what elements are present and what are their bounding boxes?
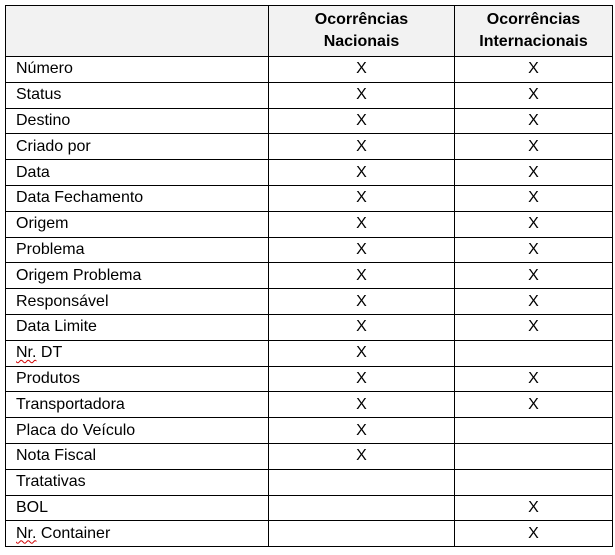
internacional-mark xyxy=(455,340,613,366)
internacional-mark: X xyxy=(455,237,613,263)
internacional-mark: X xyxy=(455,160,613,186)
field-label: Data xyxy=(6,160,269,186)
nacional-mark: X xyxy=(269,340,455,366)
field-label: BOL xyxy=(6,495,269,521)
nacional-mark: X xyxy=(269,366,455,392)
field-label-prefix: Nr. xyxy=(16,524,37,542)
internacional-mark: X xyxy=(455,57,613,83)
internacional-mark: X xyxy=(455,185,613,211)
field-label-rest: DT xyxy=(36,344,63,362)
header-nacionais-line1: Ocorrências xyxy=(314,11,409,28)
table-row xyxy=(6,289,613,315)
table-row xyxy=(6,185,613,211)
nacional-mark: X xyxy=(269,443,455,469)
table-row xyxy=(6,366,613,392)
header-nacionais-line2: Nacionais xyxy=(323,33,400,50)
field-label: Problema xyxy=(6,237,269,263)
internacional-mark: X xyxy=(455,521,613,547)
field-label: Criado por xyxy=(6,134,269,160)
internacional-mark: X xyxy=(455,289,613,315)
internacional-mark xyxy=(455,469,613,495)
field-label: Nota Fiscal xyxy=(6,443,269,469)
header-internacionais-line2: Internacionais xyxy=(479,33,588,50)
table-row xyxy=(6,340,613,366)
nacional-mark: X xyxy=(269,211,455,237)
internacional-mark: X xyxy=(455,263,613,289)
table-row xyxy=(6,82,613,108)
header-internacionais-line1: Ocorrências xyxy=(486,11,581,28)
internacional-mark: X xyxy=(455,366,613,392)
field-label: Destino xyxy=(6,108,269,134)
field-label: Tratativas xyxy=(6,469,269,495)
internacional-mark: X xyxy=(455,392,613,418)
table-row xyxy=(6,469,613,495)
nacional-mark: X xyxy=(269,263,455,289)
nacional-mark: X xyxy=(269,237,455,263)
field-label: Status xyxy=(6,82,269,108)
field-label: Origem Problema xyxy=(6,263,269,289)
table-row xyxy=(6,134,613,160)
table-row xyxy=(6,57,613,83)
fields-comparison-table xyxy=(5,5,613,547)
table-row xyxy=(6,495,613,521)
internacional-mark: X xyxy=(455,495,613,521)
nacional-mark: X xyxy=(269,392,455,418)
table-row xyxy=(6,211,613,237)
nacional-mark: X xyxy=(269,57,455,83)
nacional-mark: X xyxy=(269,134,455,160)
header-internacionais xyxy=(455,6,613,57)
field-label: Produtos xyxy=(6,366,269,392)
field-label-rest: Container xyxy=(36,524,111,542)
nacional-mark: X xyxy=(269,314,455,340)
table-row xyxy=(6,314,613,340)
field-label: Data Fechamento xyxy=(6,185,269,211)
table-row xyxy=(6,443,613,469)
nacional-mark: X xyxy=(269,418,455,444)
nacional-mark: X xyxy=(269,160,455,186)
internacional-mark: X xyxy=(455,134,613,160)
internacional-mark: X xyxy=(455,314,613,340)
nacional-mark xyxy=(269,469,455,495)
nacional-mark: X xyxy=(269,289,455,315)
internacional-mark: X xyxy=(455,108,613,134)
field-label-prefix: Nr. xyxy=(16,344,37,362)
internacional-mark: X xyxy=(455,211,613,237)
nacional-mark: X xyxy=(269,82,455,108)
table-row xyxy=(6,237,613,263)
field-label: Placa do Veículo xyxy=(6,418,269,444)
table-row xyxy=(6,418,613,444)
field-label: Data Limite xyxy=(6,314,269,340)
table-row xyxy=(6,108,613,134)
nacional-mark: X xyxy=(269,108,455,134)
nacional-mark xyxy=(269,521,455,547)
field-label: Transportadora xyxy=(6,392,269,418)
table-row xyxy=(6,392,613,418)
nacional-mark xyxy=(269,495,455,521)
internacional-mark xyxy=(455,443,613,469)
table-row xyxy=(6,160,613,186)
field-label: Número xyxy=(6,57,269,83)
field-label xyxy=(6,521,269,547)
header-row xyxy=(6,6,613,57)
header-nacionais xyxy=(269,6,455,57)
field-label xyxy=(6,340,269,366)
internacional-mark: X xyxy=(455,82,613,108)
table-row xyxy=(6,521,613,547)
field-label: Responsável xyxy=(6,289,269,315)
field-label: Origem xyxy=(6,211,269,237)
nacional-mark: X xyxy=(269,185,455,211)
table-row xyxy=(6,263,613,289)
header-corner-cell xyxy=(6,6,269,57)
internacional-mark xyxy=(455,418,613,444)
